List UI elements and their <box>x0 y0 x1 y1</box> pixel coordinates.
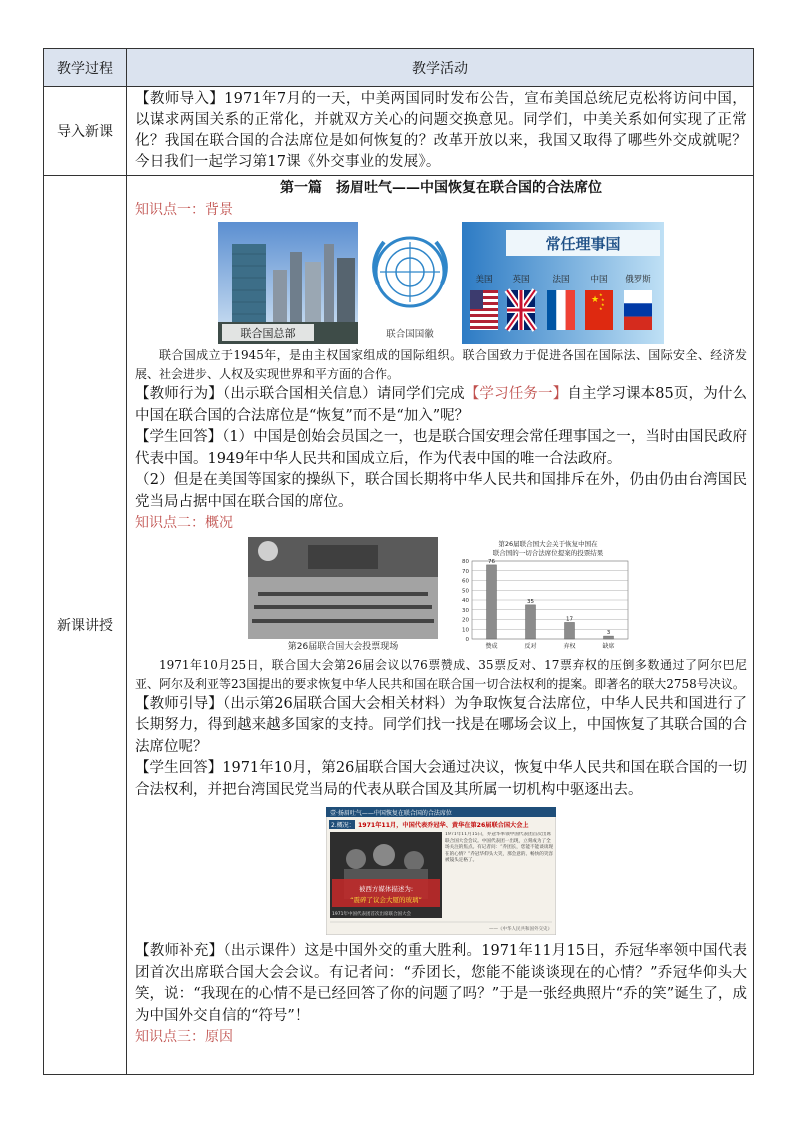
slide-body: 1971年11月15日，乔冠华率领中国代表团首次出席联合国大会会议。中国代表团一出现，立刻成为了全场关注的焦点。有记者问：“乔团长，您能不能谈谈现在的心情？”乔冠华仰头大笑，那会意的、畅快的笑容被镜头定格了。 <box>445 832 553 863</box>
svg-text:★: ★ <box>599 306 603 311</box>
chart-title-line-2: 联合国的一切合法席位提案的投票结果 <box>492 548 604 557</box>
country-uk: 英国 <box>512 275 530 285</box>
chart-y-tick: 80 <box>462 558 469 565</box>
slide-source: ——《中华人民共和国外交史》 <box>489 927 552 932</box>
country-france: 法国 <box>552 275 570 285</box>
vote-scene-photo <box>248 537 438 652</box>
chart-y-tick: 70 <box>462 568 469 575</box>
slide-headline: 1971年11月，中国代表乔冠华、黄华在第26届联合国大会上 <box>358 822 529 829</box>
vote-result-chart <box>444 537 634 652</box>
courseware-slide <box>326 807 556 935</box>
country-usa: 美国 <box>475 275 493 285</box>
un-background-figure <box>218 222 664 344</box>
vote-photo-caption: 第26届联合国大会投票现场 <box>287 641 399 652</box>
chart-y-tick: 40 <box>462 597 469 604</box>
flag-china-icon <box>585 290 613 330</box>
council-title: 常任理事国 <box>545 235 621 253</box>
un-intro: 联合国成立于1945年，是由主权国家组成的国际组织。联合国致力于促进各国在国际法、国际安全、经济发展、社会进步、人权及实现世界和平方面的合作。 <box>135 348 747 381</box>
slide-overlay-1: 被西方媒体描述为: <box>358 885 414 893</box>
newlesson-label: 新课讲授 <box>44 176 127 1075</box>
chart-y-tick: 60 <box>462 578 469 584</box>
svg-text:★: ★ <box>599 292 603 297</box>
chart-y-tick: 20 <box>462 617 469 623</box>
knowledge-point-3: 知识点三：原因 <box>135 1029 233 1045</box>
chart-value-label: 76 <box>488 558 495 565</box>
chart-value-label: 17 <box>566 615 573 622</box>
slide-photo-note: 1971年中国代表团首次出席联合国大会 <box>332 912 411 917</box>
chart-category-label: 反对 <box>524 642 537 650</box>
flag-uk-icon <box>507 290 535 330</box>
chart-bar-1 <box>526 604 536 638</box>
chart-value-label: 3 <box>606 629 611 636</box>
svg-text:★: ★ <box>601 297 605 302</box>
chart-y-tick: 0 <box>465 636 469 643</box>
header-activity: 教学活动 <box>127 49 754 87</box>
chart-category-label: 缺席 <box>602 642 615 650</box>
slide-overlay-2: “震碎了议会大厦的玻璃” <box>350 896 422 904</box>
chart-y-tick: 30 <box>462 607 469 614</box>
country-russia: 俄罗斯 <box>625 275 651 285</box>
chart-y-tick: 10 <box>462 626 469 633</box>
teacher-action: 【教师行为】（出示联合国相关信息）请同学们完成【学习任务一】自主学习课本85页，为什么中国在联合国的合法席位是“恢复”而不是“加入”呢？ <box>135 386 747 424</box>
chart-bar-3 <box>604 636 614 639</box>
slide-header: 壹·扬眉吐气——中国恢复在联合国的合法席位 <box>330 810 452 817</box>
section-title: 第一篇 扬眉吐气——中国恢复在联合国的合法席位 <box>280 180 602 196</box>
chart-value-label: 35 <box>527 598 534 605</box>
knowledge-point-2: 知识点二：概况 <box>135 515 233 531</box>
chart-y-tick: 50 <box>462 587 469 594</box>
teacher-supplement: 【教师补充】（出示课件）这是中国外交的重大胜利。1971年11月15日，乔冠华率领中国代表团首次出席联合国大会会议。有记者问：“乔团长，您能不能谈谈现在的心情？”乔冠华仰头大笑，说：“我现在的心情不是已经回答了你的问题了吗？”于是一张经典照片“乔的笑”诞生了，成为中国外交自信的“符号”！ <box>135 943 747 1024</box>
svg-text:★: ★ <box>591 295 600 305</box>
country-china: 中国 <box>590 275 608 285</box>
student-answer-1: 【学生回答】（1）中国是创始会员国之一，也是联合国安理会常任理事国之一，当时由国民政府代表中国。1949年中华人民共和国成立后，作为代表中国的唯一合法政府。 <box>135 429 747 467</box>
student-answer-2: （2）但是在美国等国家的操纵下，联合国长期将中华人民共和国排斥在外，仍由仍由台湾国民党当局占据中国在联合国的席位。 <box>135 472 747 510</box>
flag-france-icon <box>547 290 575 330</box>
resolution-text: 1971年10月25日，联合国大会第26届会议以76票赞成、35票反对、17票弃权的压倒多数通过了阿尔巴尼亚、阿尔及利亚等23国提出的要求恢复中华人民共和国在联合国一切合法权利的提案。即著名的联大2758号决议。 <box>135 657 747 691</box>
chart-bar-2 <box>565 622 575 639</box>
learning-task-1: 【学习任务一】 <box>464 386 568 402</box>
flag-usa-icon <box>470 290 498 330</box>
chart-category-label: 赞成 <box>485 642 498 650</box>
permanent-members-panel <box>462 222 664 344</box>
intro-text: 【教师导入】1971年7月的一天，中美两国同时发布公告，宣布美国总统尼克松将访问中国，以谋求两国关系的正常化，并就双方关心的问题交换意见。同学们，中美关系如何实现了正常化？我国在联合国的合法席位是如何恢复的？改革开放以来，我国又取得了哪些外交成就呢？今日我们一起学习第17课《外交事业的发展》。 <box>135 91 747 170</box>
chart-title-line-1: 第26届联合国大会关于恢复中国在 <box>498 539 598 548</box>
slide-tag: 2.概况： <box>331 822 355 829</box>
svg-text:★: ★ <box>601 302 605 307</box>
knowledge-point-1: 知识点一：背景 <box>135 201 233 218</box>
flag-russia-icon <box>624 290 652 330</box>
lesson-table <box>43 48 754 1075</box>
emblem-caption: 联合国国徽 <box>386 329 434 340</box>
chart-category-label: 弃权 <box>563 642 576 650</box>
student-answer-3: 【学生回答】1971年10月，第26届联合国大会通过决议，恢复中华人民共和国在联合国的一切合法权利，并把台湾国民党当局的代表从联合国及其所属一切机构中驱逐出去。 <box>135 760 747 798</box>
chart-bar-0 <box>487 564 497 638</box>
header-process: 教学过程 <box>44 49 127 87</box>
un-emblem <box>360 222 460 344</box>
teacher-guide: 【教师引导】（出示第26届联合国大会相关材料）为争取恢复合法席位，中华人民共和国进行了长期努力，得到越来越多国家的支持。同学们找一找是在哪场会议上，中国恢复了其联合国的合法席位呢？ <box>135 695 747 755</box>
hq-caption: 联合国总部 <box>240 327 296 340</box>
un-headquarters-photo <box>218 222 358 344</box>
intro-label: 导入新课 <box>44 87 127 176</box>
